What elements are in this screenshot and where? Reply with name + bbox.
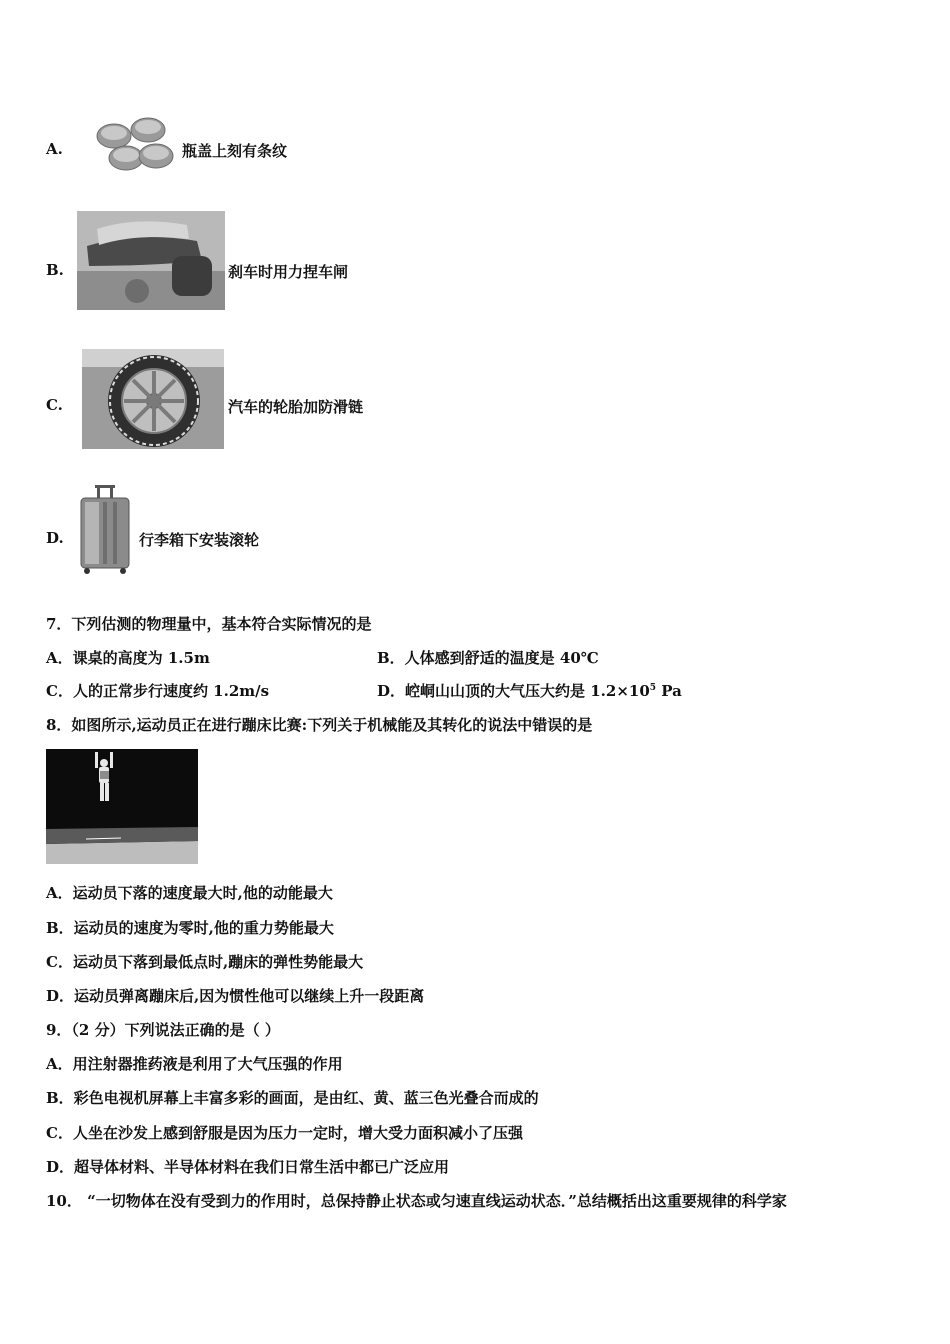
suitcase-image (75, 483, 135, 575)
q9-option-d: D．超导体材料、半导体材料在我们日常生活中都已广泛应用 (46, 1158, 450, 1176)
q9-stem: 9．（2 分）下列说法正确的是（ ） (46, 1021, 280, 1039)
q7-option-a: A．课桌的高度为 1.5m (46, 649, 210, 667)
q7-option-b: B．人体感到舒适的温度是 40℃ (377, 649, 599, 667)
q8-stem: 8．如图所示,运动员正在进行蹦床比赛:下列关于机械能及其转化的说法中错误的是 (46, 716, 593, 734)
bottle-caps-image (78, 108, 178, 180)
q9-option-a: A．用注射器推药液是利用了大气压强的作用 (46, 1055, 343, 1073)
q9-option-b: B．彩色电视机屏幕上丰富多彩的画面，是由红、黄、蓝三色光叠合而成的 (46, 1089, 539, 1107)
q8-option-a: A．运动员下落的速度最大时,他的动能最大 (46, 884, 333, 902)
trampoline-photo (46, 749, 198, 864)
option-label-c: C. (46, 396, 63, 414)
option-text-b: 刹车时用力捏车闸 (228, 263, 349, 281)
option-label-a: A. (46, 140, 63, 158)
option-text-a: 瓶盖上刻有条纹 (182, 142, 288, 160)
option-text-c: 汽车的轮胎加防滑链 (228, 398, 364, 416)
option-text-d: 行李箱下安装滚轮 (139, 531, 260, 549)
q7-option-d: D．崆峒山山顶的大气压大约是 $1.2\times 10^5$ Pa (377, 682, 682, 700)
brake-handle-image (77, 211, 225, 310)
q8-option-c: C．运动员下落到最低点时,蹦床的弹性势能最大 (46, 953, 364, 971)
q8-option-d: D．运动员弹离蹦床后,因为惯性他可以继续上升一段距离 (46, 987, 425, 1005)
option-label-d: D. (46, 529, 64, 547)
q7-option-c: C．人的正常步行速度约 1.2m/s (46, 682, 270, 700)
q8-option-b: B．运动员的速度为零时,他的重力势能最大 (46, 919, 334, 937)
tire-chain-image (82, 349, 224, 449)
q7-stem: 7．下列估测的物理量中，基本符合实际情况的是 (46, 615, 372, 633)
q10-stem: 10． “一切物体在没有受到力的作用时，总保持静止状态或匀速直线运动状态．”总结概括出这重要规律的科学家 (46, 1192, 787, 1210)
q9-option-c: C．人坐在沙发上感到舒服是因为压力一定时，增大受力面积减小了压强 (46, 1124, 523, 1142)
option-label-b: B. (46, 261, 64, 279)
